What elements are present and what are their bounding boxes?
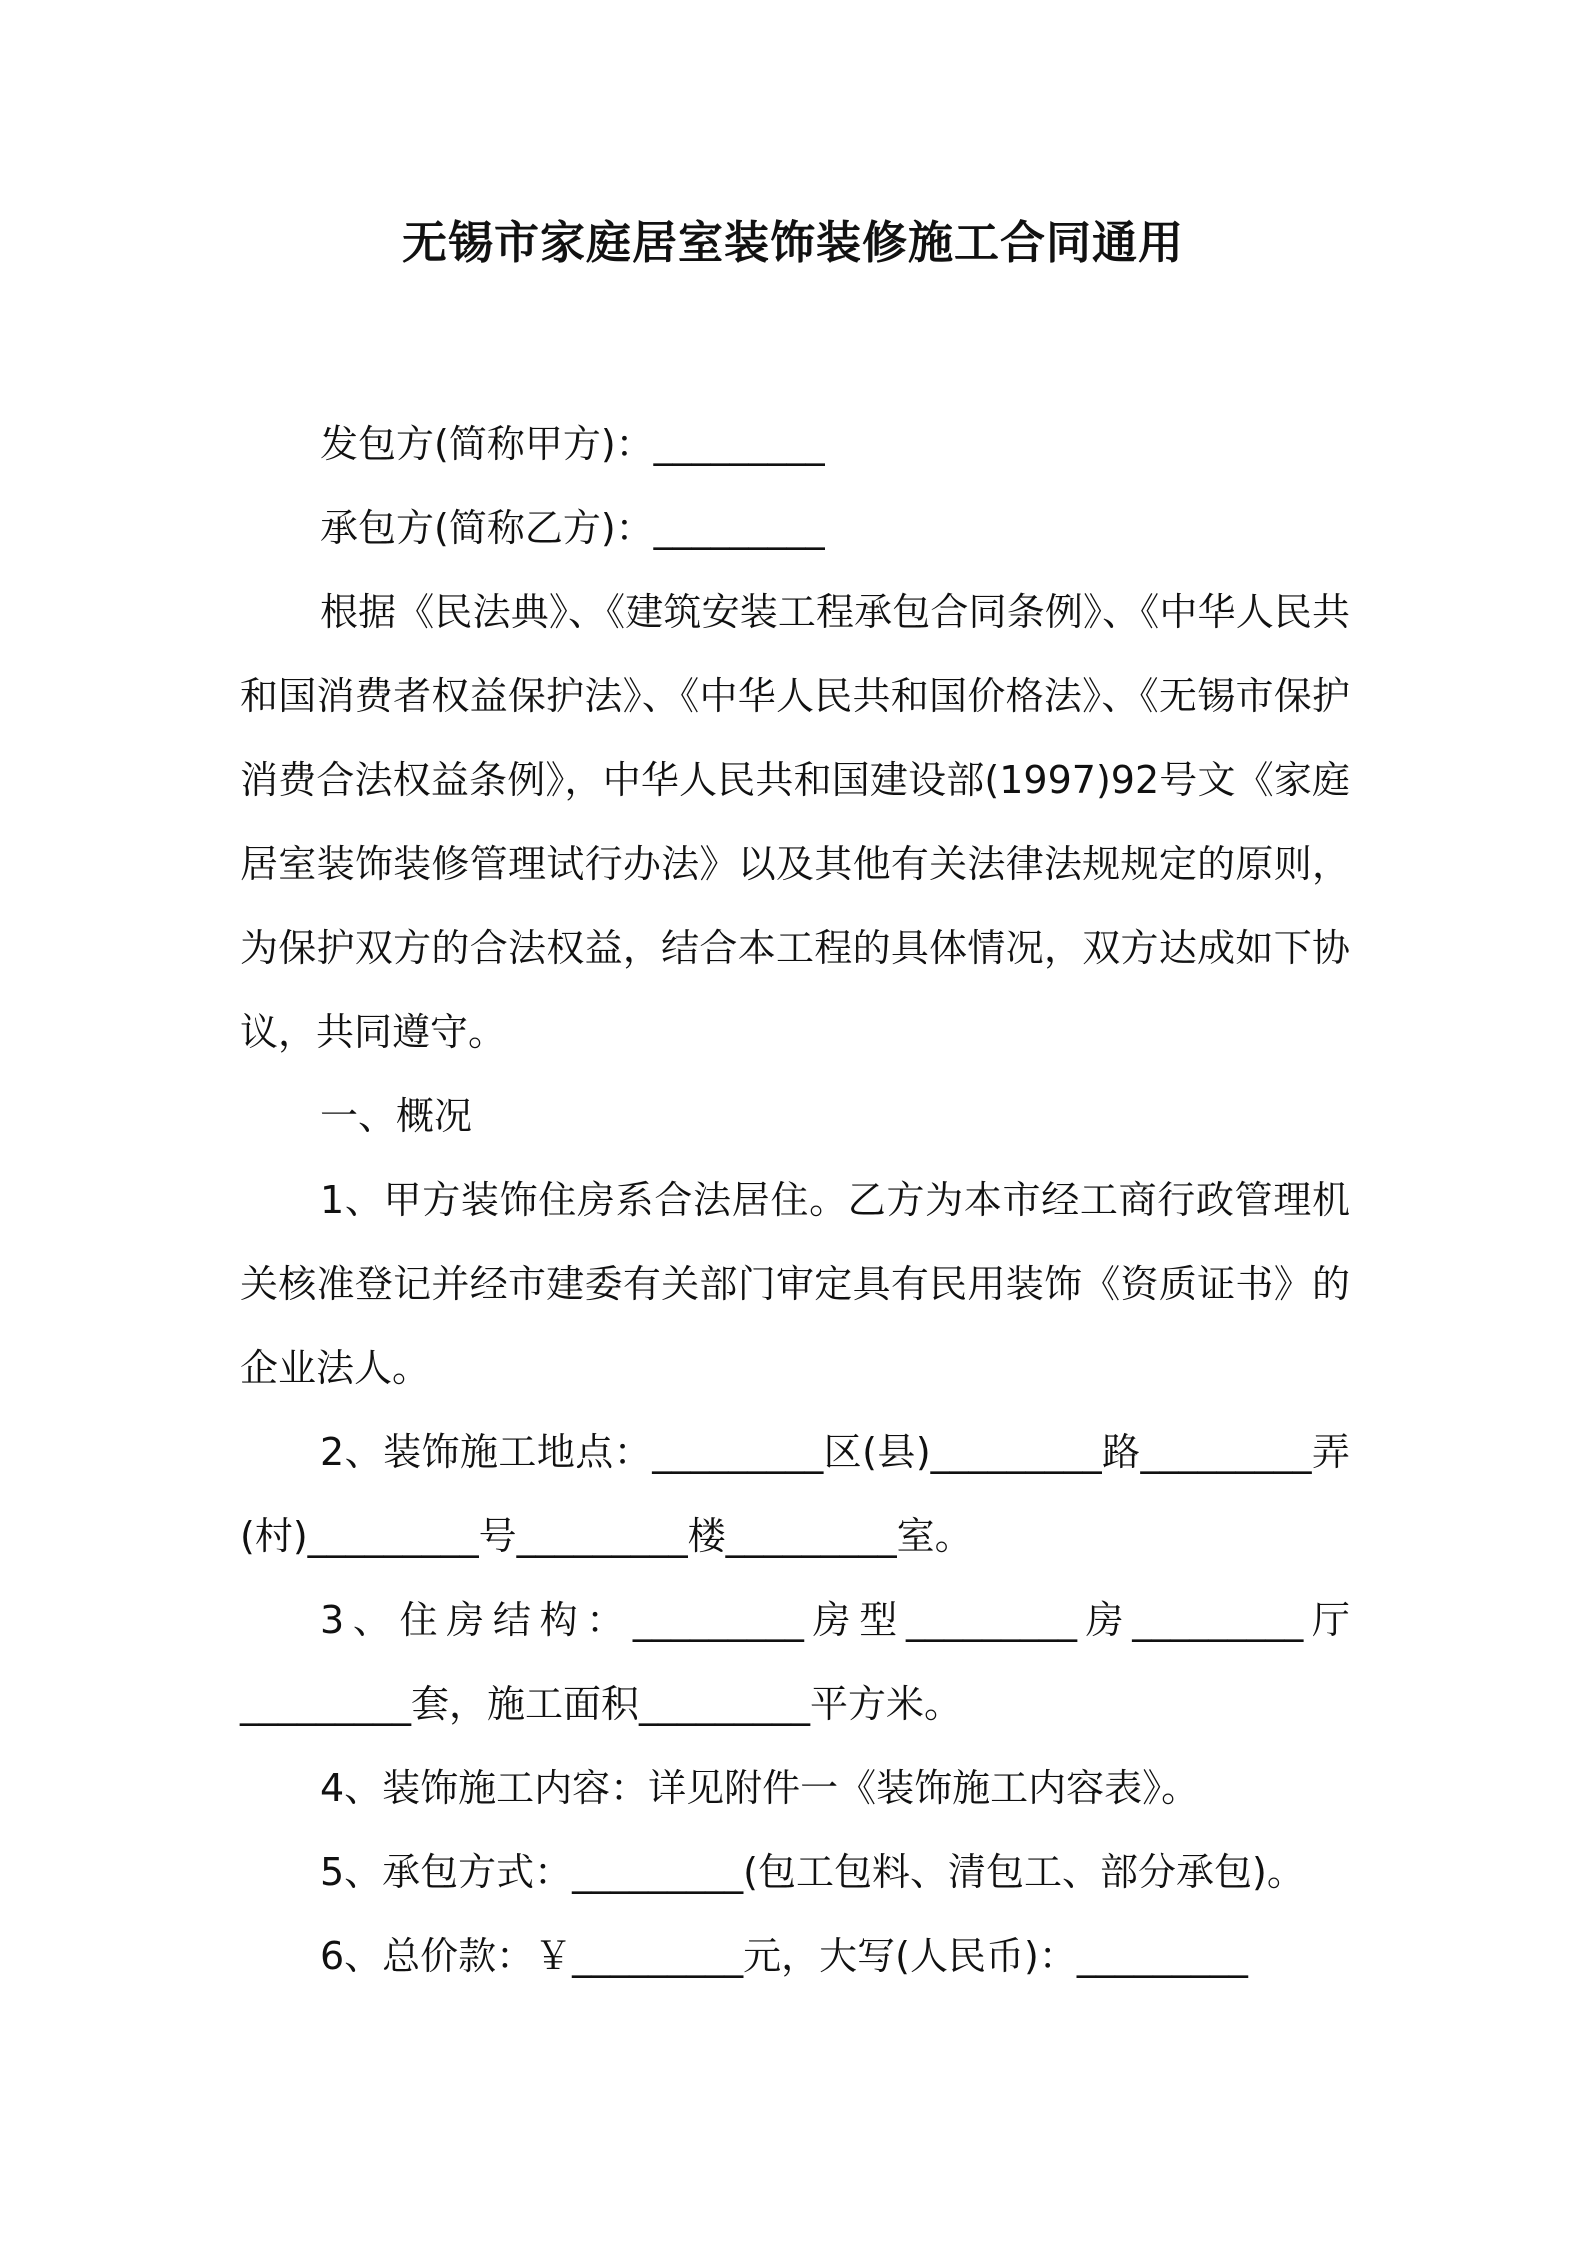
clause-5-contract-mode: 5、承包方式：_________(包工包料、清包工、部分承包)。 — [320, 1850, 1305, 1894]
clause-2-location: 2、装饰施工地点：_________区(县)_________路_________弄(村)_________号_________楼_________室。 — [240, 1430, 1350, 1558]
party-a-line: 发包方(简称甲方)：_________ — [320, 422, 825, 466]
party-b-line: 承包方(简称乙方)：_________ — [320, 506, 825, 550]
clause-6-total-price: 6、总价款：￥_________元，大写(人民币)：_________ — [320, 1934, 1248, 1978]
clause-1: 1、甲方装饰住房系合法居住。乙方为本市经工商行政管理机关核准登记并经市建委有关部门审定具有民用装饰《资质证书》的企业法人。 — [240, 1178, 1350, 1390]
section-heading-overview: 一、概况 — [320, 1094, 473, 1138]
clause-3-structure: 3、住房结构：_________房型_________房_________厅_________套，施工面积_________平方米。 — [240, 1598, 1350, 1726]
legal-basis-paragraph: 根据《民法典》、《建筑安装工程承包合同条例》、《中华人民共和国消费者权益保护法》、《中华人民共和国价格法》、《无锡市保护消费合法权益条例》，中华人民共和国建设部(1997)92号文《家庭居室装饰装修管理试行办法》以及其他有关法律法规规定的原则，为保护双方的合法权益，结合本工程的具体情况，双方达成如下协议，共同遵守。 — [240, 590, 1350, 1054]
clause-4-content: 4、装饰施工内容：详见附件一《装饰施工内容表》。 — [320, 1766, 1200, 1810]
document-body — [240, 402, 1350, 1998]
document-title: 无锡市家庭居室装饰装修施工合同通用 — [401, 216, 1184, 269]
